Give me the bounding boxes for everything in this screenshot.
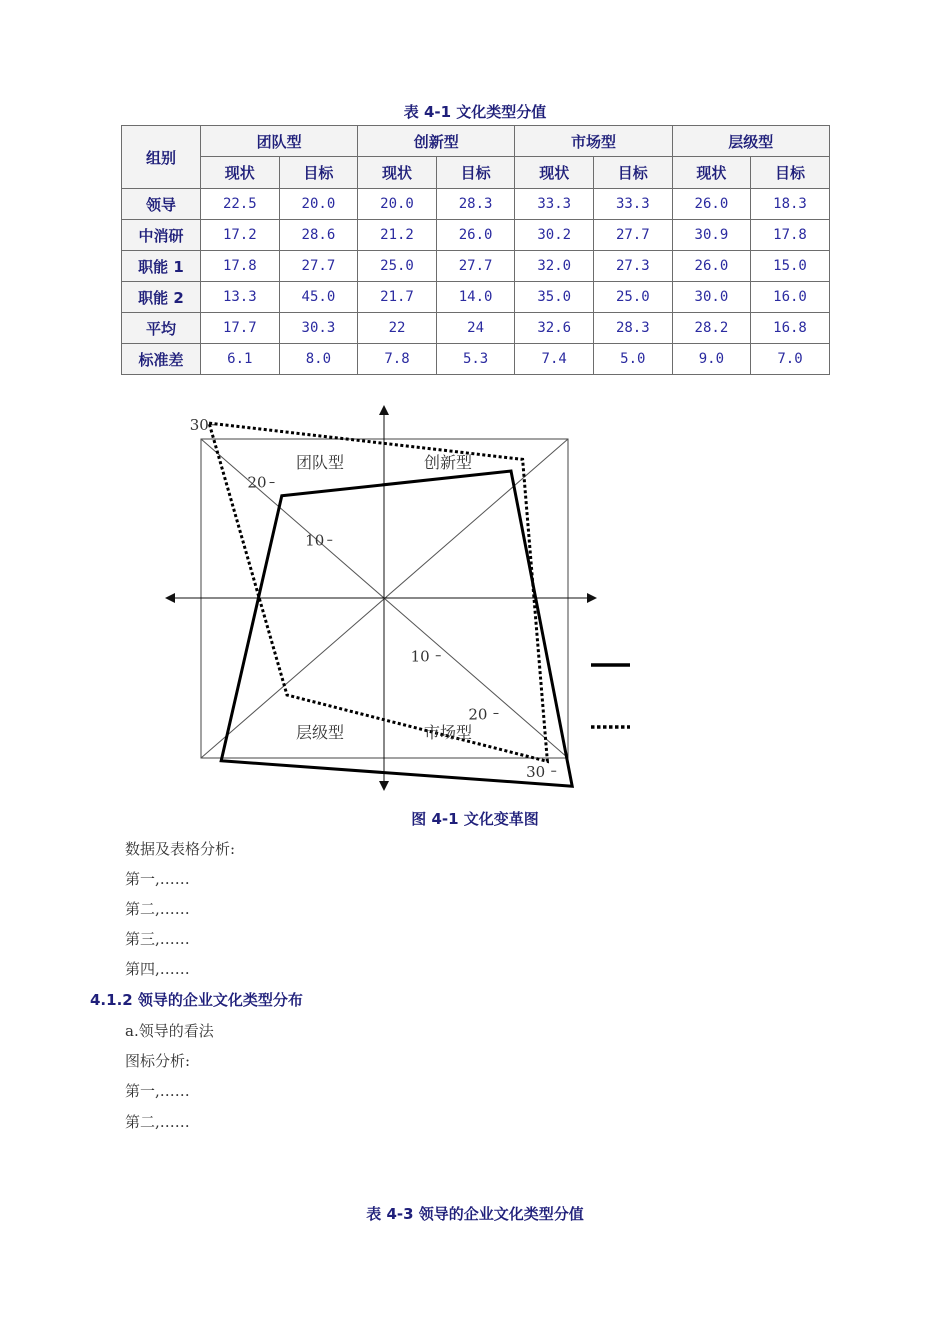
target-header: 目标 — [594, 157, 673, 189]
row-label: 职能 1 — [122, 251, 201, 282]
figure-caption: 图 4-1 文化变革图 — [411, 810, 539, 828]
tick-label: 30 — [189, 415, 209, 434]
table-cell: 8.0 — [279, 344, 358, 375]
table-cell: 25.0 — [358, 251, 437, 282]
table-row — [122, 220, 830, 251]
table-cell: 17.8 — [201, 251, 280, 282]
table-cell: 15.0 — [751, 251, 830, 282]
table-cell: 21.7 — [358, 282, 437, 313]
table-cell: 21.2 — [358, 220, 437, 251]
row-label: 平均 — [122, 313, 201, 344]
table-cell: 26.0 — [672, 189, 751, 220]
table-cell: 20.0 — [279, 189, 358, 220]
table-row — [122, 313, 830, 344]
table-cell: 28.3 — [594, 313, 673, 344]
table-cell: 14.0 — [436, 282, 515, 313]
row-label: 领导 — [122, 189, 201, 220]
section-heading: 4.1.2 领导的企业文化类型分布 — [90, 991, 303, 1009]
table-cell: 5.0 — [594, 344, 673, 375]
table-cell: 27.3 — [594, 251, 673, 282]
analysis-point: 第三,…… — [125, 930, 190, 948]
table-cell: 25.0 — [594, 282, 673, 313]
table-cell: 33.3 — [515, 189, 594, 220]
target-header: 目标 — [751, 157, 830, 189]
table-cell: 28.3 — [436, 189, 515, 220]
table-cell: 28.6 — [279, 220, 358, 251]
table-cell: 32.6 — [515, 313, 594, 344]
table-cell: 27.7 — [436, 251, 515, 282]
type-header: 团队型 — [201, 126, 358, 157]
table-cell: 7.0 — [751, 344, 830, 375]
target-header: 目标 — [436, 157, 515, 189]
table-row — [122, 251, 830, 282]
table-row — [122, 282, 830, 313]
table-cell: 32.0 — [515, 251, 594, 282]
table-cell: 22 — [358, 313, 437, 344]
current-header: 现状 — [672, 157, 751, 189]
analysis-point: 第一,…… — [125, 1082, 190, 1100]
tick-label: 20 — [468, 705, 488, 724]
table-cell: 22.5 — [201, 189, 280, 220]
culture-change-radar-chart — [160, 400, 630, 800]
table-cell: 13.3 — [201, 282, 280, 313]
current-header: 现状 — [358, 157, 437, 189]
table-caption: 表 4-1 文化类型分值 — [403, 103, 547, 121]
table-cell: 26.0 — [436, 220, 515, 251]
table-cell: 7.8 — [358, 344, 437, 375]
table-row — [122, 189, 830, 220]
table-cell: 6.1 — [201, 344, 280, 375]
analysis-point: 第四,…… — [125, 960, 190, 978]
table-cell: 45.0 — [279, 282, 358, 313]
row-label: 中消研 — [122, 220, 201, 251]
quadrant-label-team: 团队型 — [295, 453, 345, 472]
quadrant-label-innovation: 创新型 — [423, 453, 473, 472]
series-current-polygon — [221, 471, 572, 786]
table-cell: 27.7 — [594, 220, 673, 251]
table-cell: 30.2 — [515, 220, 594, 251]
group-header: 组别 — [122, 126, 201, 189]
table-cell: 27.7 — [279, 251, 358, 282]
analysis-point: 第一,…… — [125, 870, 190, 888]
row-label: 职能 2 — [122, 282, 201, 313]
analysis-title: 数据及表格分析: — [125, 840, 236, 858]
culture-score-table — [121, 125, 830, 375]
type-header: 层级型 — [672, 126, 829, 157]
target-header: 目标 — [279, 157, 358, 189]
table-cell: 35.0 — [515, 282, 594, 313]
table-cell: 30.9 — [672, 220, 751, 251]
tick-label: 20 — [247, 473, 267, 492]
table-cell: 26.0 — [672, 251, 751, 282]
table-cell: 9.0 — [672, 344, 751, 375]
table-cell: 30.3 — [279, 313, 358, 344]
legend — [591, 656, 630, 737]
chart-analysis-title: 图标分析: — [125, 1052, 191, 1070]
table-cell: 28.2 — [672, 313, 751, 344]
table-cell: 5.3 — [436, 344, 515, 375]
current-header: 现状 — [515, 157, 594, 189]
tick-label: 10 — [410, 647, 430, 666]
tick-label: 10 — [305, 531, 325, 550]
table-cell: 17.2 — [201, 220, 280, 251]
table-cell: 7.4 — [515, 344, 594, 375]
table-cell: 30.0 — [672, 282, 751, 313]
table-cell: 24 — [436, 313, 515, 344]
table-cell: 33.3 — [594, 189, 673, 220]
tick-label: 30 — [526, 763, 546, 782]
table-cell: 18.3 — [751, 189, 830, 220]
subsection-label: a.领导的看法 — [125, 1022, 214, 1040]
table-row — [122, 344, 830, 375]
quadrant-label-market: 市场型 — [423, 723, 473, 742]
table-cell: 16.0 — [751, 282, 830, 313]
type-header: 市场型 — [515, 126, 672, 157]
analysis-point: 第二,…… — [125, 900, 190, 918]
analysis-point: 第二,…… — [125, 1113, 190, 1131]
row-label: 标准差 — [122, 344, 201, 375]
table-cell: 16.8 — [751, 313, 830, 344]
quadrant-label-hierarchy: 层级型 — [295, 723, 345, 742]
type-header: 创新型 — [358, 126, 515, 157]
current-header: 现状 — [201, 157, 280, 189]
table-caption: 表 4-3 领导的企业文化类型分值 — [366, 1205, 584, 1223]
table-cell: 20.0 — [358, 189, 437, 220]
table-cell: 17.7 — [201, 313, 280, 344]
table-cell: 17.8 — [751, 220, 830, 251]
